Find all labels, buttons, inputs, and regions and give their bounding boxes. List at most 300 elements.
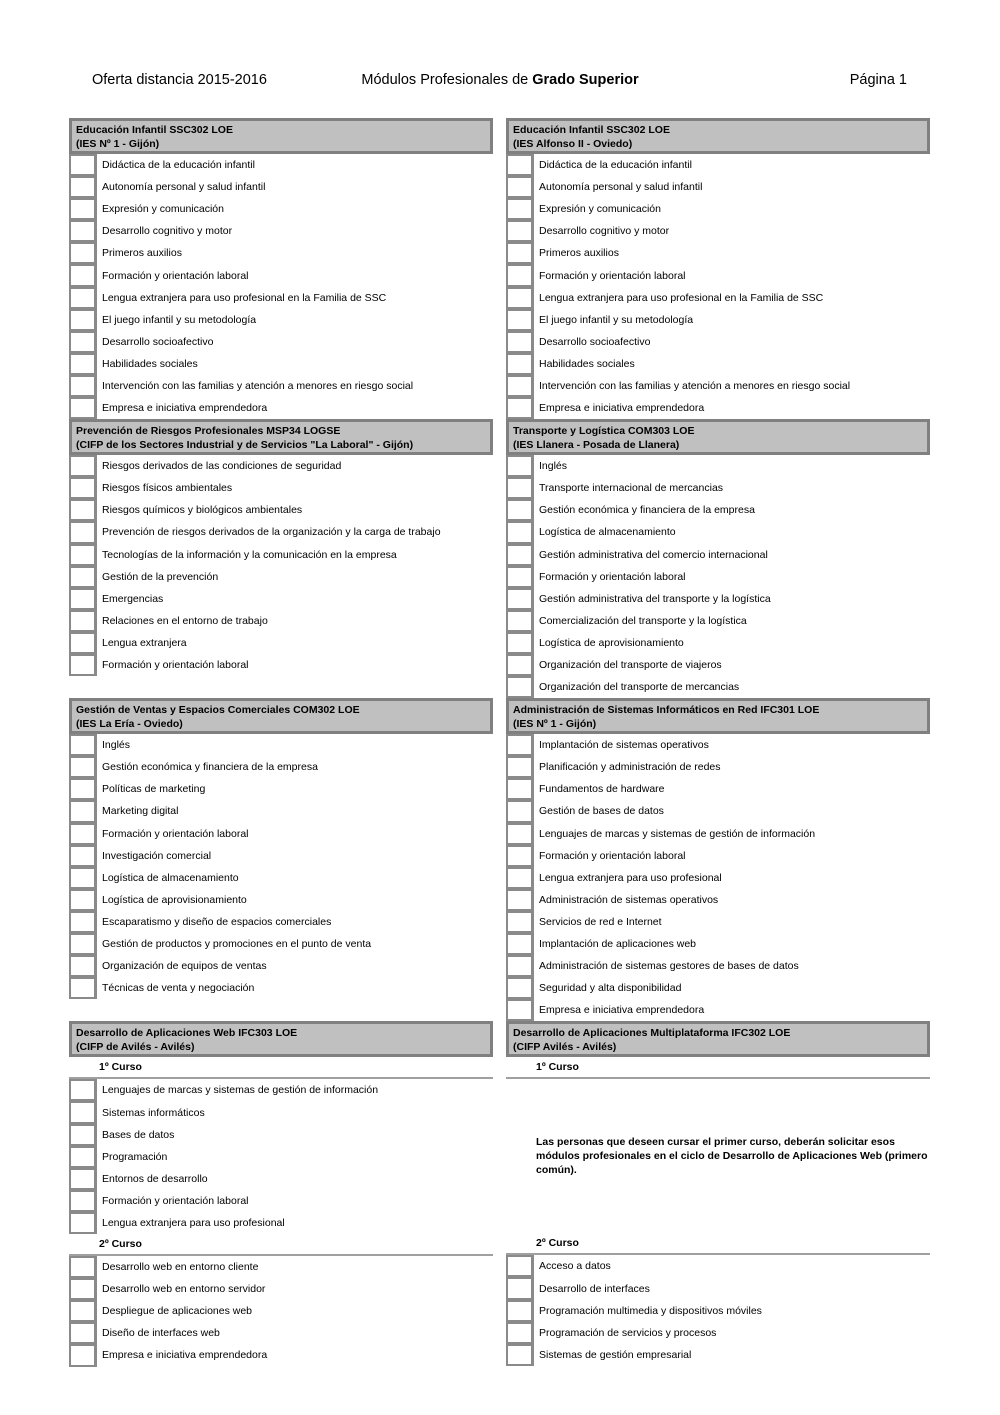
cycle-center: (CIFP Avilés - Avilés) — [513, 1041, 617, 1054]
module-row[interactable] — [69, 756, 493, 778]
module-checkbox[interactable] — [69, 477, 97, 499]
cycle-title: Prevención de Riesgos Profesionales MSP34 LOGSE — [76, 425, 341, 438]
module-label: Habilidades sociales — [102, 357, 198, 370]
module-row[interactable] — [69, 353, 493, 375]
module-row[interactable] — [69, 309, 493, 331]
module-checkbox[interactable] — [506, 331, 534, 353]
module-label: Empresa e iniciativa emprendedora — [539, 1004, 705, 1017]
module-checkbox[interactable] — [506, 1300, 534, 1322]
module-checkbox[interactable] — [506, 455, 534, 477]
module-label: Relaciones en el entorno de trabajo — [102, 614, 268, 627]
module-label: Formación y orientación laboral — [102, 1194, 249, 1207]
module-row[interactable] — [506, 477, 930, 499]
module-label: Entornos de desarrollo — [102, 1172, 208, 1185]
module-checkbox[interactable] — [506, 499, 534, 521]
module-row[interactable] — [69, 654, 493, 676]
module-label: Empresa e iniciativa emprendedora — [539, 402, 705, 415]
module-label: Escaparatismo y diseño de espacios comerciales — [102, 915, 332, 928]
section-band — [69, 1021, 930, 1366]
module-row[interactable] — [69, 1124, 493, 1146]
module-row[interactable] — [506, 176, 930, 198]
cycle-right — [506, 419, 930, 698]
module-label: Programación de servicios y procesos — [539, 1326, 717, 1339]
module-row[interactable] — [506, 397, 930, 419]
module-checkbox[interactable] — [69, 309, 97, 331]
module-row[interactable] — [69, 566, 493, 588]
module-label: Despliegue de aplicaciones web — [102, 1305, 253, 1318]
module-row[interactable] — [506, 756, 930, 778]
module-label: Inglés — [539, 460, 568, 473]
module-label: Autonomía personal y salud infantil — [102, 181, 266, 194]
module-label: Marketing digital — [102, 805, 179, 818]
module-checkbox[interactable] — [506, 264, 534, 286]
module-checkbox[interactable] — [69, 1168, 97, 1190]
cycle-center: (IES La Ería - Oviedo) — [76, 718, 183, 731]
module-label: Lengua extranjera para uso profesional en la Familia de SSC — [102, 291, 387, 304]
cycle-right — [506, 118, 930, 419]
module-checkbox[interactable] — [506, 477, 534, 499]
module-checkbox[interactable] — [69, 1212, 97, 1234]
module-form — [69, 118, 930, 1367]
module-label: Planificación y administración de redes — [539, 761, 721, 774]
module-checkbox[interactable] — [506, 845, 534, 867]
module-label: El juego infantil y su metodología — [539, 313, 694, 326]
module-checkbox[interactable] — [506, 823, 534, 845]
cycle-header — [69, 698, 493, 734]
module-label: Primeros auxilios — [102, 247, 182, 260]
module-row[interactable] — [69, 1168, 493, 1190]
cycle-right — [506, 698, 930, 1021]
module-checkbox[interactable] — [69, 1190, 97, 1212]
cycle-center: (IES Nº 1 - Gijón) — [513, 718, 597, 731]
module-label: Fundamentos de hardware — [539, 783, 665, 796]
module-row[interactable] — [69, 911, 493, 933]
module-checkbox[interactable] — [506, 800, 534, 822]
module-checkbox[interactable] — [69, 845, 97, 867]
module-row[interactable] — [506, 654, 930, 676]
module-checkbox[interactable] — [506, 588, 534, 610]
module-row[interactable] — [506, 632, 930, 654]
module-checkbox[interactable] — [69, 756, 97, 778]
module-row[interactable] — [69, 331, 493, 353]
module-label: Administración de sistemas operativos — [539, 893, 719, 906]
module-checkbox[interactable] — [69, 632, 97, 654]
module-row[interactable] — [69, 397, 493, 419]
module-checkbox[interactable] — [69, 588, 97, 610]
module-label: Investigación comercial — [102, 849, 212, 862]
module-checkbox[interactable] — [69, 1124, 97, 1146]
module-row[interactable] — [69, 1344, 493, 1366]
module-checkbox[interactable] — [69, 331, 97, 353]
cycle-center: (IES Llanera - Posada de Llanera) — [513, 439, 680, 452]
module-row[interactable] — [69, 867, 493, 889]
module-checkbox[interactable] — [69, 1101, 97, 1123]
module-checkbox[interactable] — [69, 198, 97, 220]
module-row[interactable] — [69, 1146, 493, 1168]
module-checkbox[interactable] — [69, 823, 97, 845]
module-checkbox[interactable] — [506, 632, 534, 654]
module-row[interactable] — [69, 778, 493, 800]
module-label: Programación multimedia y dispositivos móviles — [539, 1304, 762, 1317]
module-row[interactable] — [69, 264, 493, 286]
module-label: Desarrollo cognitivo y motor — [539, 225, 670, 238]
module-checkbox[interactable] — [69, 176, 97, 198]
module-checkbox[interactable] — [69, 242, 97, 264]
module-row[interactable] — [506, 287, 930, 309]
module-label: Políticas de marketing — [102, 783, 206, 796]
module-row[interactable] — [506, 309, 930, 331]
module-checkbox[interactable] — [506, 375, 534, 397]
module-checkbox[interactable] — [69, 1278, 97, 1300]
module-row[interactable] — [506, 375, 930, 397]
cycle-header — [69, 118, 493, 154]
module-row[interactable] — [69, 1101, 493, 1123]
module-checkbox[interactable] — [506, 287, 534, 309]
module-checkbox[interactable] — [506, 654, 534, 676]
module-checkbox[interactable] — [506, 309, 534, 331]
module-checkbox[interactable] — [506, 756, 534, 778]
module-row[interactable] — [506, 1322, 930, 1344]
module-label: Desarrollo de interfaces — [539, 1282, 650, 1295]
module-label: Gestión económica y financiera de la empresa — [102, 761, 318, 774]
module-row[interactable] — [69, 375, 493, 397]
module-row[interactable] — [506, 676, 930, 698]
module-row[interactable] — [506, 499, 930, 521]
module-checkbox[interactable] — [69, 375, 97, 397]
module-checkbox[interactable] — [506, 1322, 534, 1344]
module-label: Formación y orientación laboral — [539, 849, 686, 862]
cycle-left — [69, 118, 493, 419]
module-checkbox[interactable] — [506, 955, 534, 977]
module-row[interactable] — [506, 1300, 930, 1322]
module-checkbox[interactable] — [506, 397, 534, 419]
module-checkbox[interactable] — [506, 198, 534, 220]
module-row[interactable] — [506, 977, 930, 999]
module-row[interactable] — [69, 220, 493, 242]
section-band — [69, 118, 930, 419]
module-label: Lenguajes de marcas y sistemas de gestión de información — [102, 1084, 379, 1097]
cycle-left — [69, 698, 493, 1021]
module-row[interactable] — [69, 242, 493, 264]
title-bold: Grado Superior — [532, 72, 639, 88]
module-row[interactable] — [506, 610, 930, 632]
module-label: Desarrollo web en entorno servidor — [102, 1283, 266, 1296]
module-label: Gestión económica y financiera de la empresa — [539, 504, 755, 517]
module-checkbox[interactable] — [506, 1277, 534, 1299]
module-checkbox[interactable] — [69, 287, 97, 309]
cycle-center: (CIFP de Avilés - Avilés) — [76, 1041, 195, 1054]
module-label: Didáctica de la educación infantil — [539, 159, 692, 172]
module-row[interactable] — [506, 198, 930, 220]
cycle-title: Desarrollo de Aplicaciones Web IFC303 LOE — [76, 1027, 298, 1040]
offer-title: Oferta distancia 2015-2016 — [92, 72, 267, 88]
module-row[interactable] — [69, 734, 493, 756]
module-row[interactable] — [69, 1190, 493, 1212]
module-row[interactable] — [506, 1255, 930, 1277]
module-label: Comercialización del transporte y la logística — [539, 614, 747, 627]
module-checkbox[interactable] — [506, 778, 534, 800]
module-label: Gestión administrativa del comercio internacional — [539, 548, 768, 561]
module-row[interactable] — [506, 588, 930, 610]
module-label: Expresión y comunicación — [102, 203, 224, 216]
module-label: Lengua extranjera para uso profesional — [102, 1216, 285, 1229]
module-checkbox[interactable] — [69, 977, 97, 999]
module-label: Logística de almacenamiento — [539, 526, 676, 539]
module-row[interactable] — [69, 176, 493, 198]
module-label: Formación y orientación laboral — [539, 269, 686, 282]
module-checkbox[interactable] — [69, 220, 97, 242]
module-row[interactable] — [69, 1278, 493, 1300]
module-row[interactable] — [506, 999, 930, 1021]
module-row[interactable] — [506, 867, 930, 889]
cycle-title: Administración de Sistemas Informáticos en Red IFC301 LOE — [513, 704, 820, 717]
module-label: Riesgos físicos ambientales — [102, 482, 233, 495]
module-label: Organización de equipos de ventas — [102, 960, 267, 973]
module-row[interactable] — [69, 455, 493, 477]
page-number: Página 1 — [849, 72, 907, 88]
module-row[interactable] — [69, 823, 493, 845]
module-row[interactable] — [506, 264, 930, 286]
module-row[interactable] — [69, 845, 493, 867]
module-row[interactable] — [69, 544, 493, 566]
module-checkbox[interactable] — [506, 610, 534, 632]
module-checkbox[interactable] — [69, 264, 97, 286]
module-row[interactable] — [69, 889, 493, 911]
module-row[interactable] — [69, 588, 493, 610]
module-row[interactable] — [506, 455, 930, 477]
module-checkbox[interactable] — [506, 734, 534, 756]
module-checkbox[interactable] — [69, 154, 97, 176]
module-label: Lengua extranjera — [102, 636, 187, 649]
module-label: Riesgos químicos y biológicos ambientales — [102, 504, 303, 517]
module-checkbox[interactable] — [69, 734, 97, 756]
module-label: Desarrollo socioafectivo — [102, 335, 214, 348]
course-label: 1º Curso — [506, 1057, 930, 1079]
module-row[interactable] — [506, 1344, 930, 1366]
module-checkbox[interactable] — [506, 911, 534, 933]
module-label: Didáctica de la educación infantil — [102, 159, 255, 172]
module-label: Formación y orientación laboral — [539, 570, 686, 583]
module-label: Gestión administrativa del transporte y la logística — [539, 592, 771, 605]
module-checkbox[interactable] — [69, 1079, 97, 1101]
module-checkbox[interactable] — [506, 867, 534, 889]
cycle-title: Transporte y Logística COM303 LOE — [513, 425, 695, 438]
module-row[interactable] — [69, 977, 493, 999]
module-checkbox[interactable] — [69, 1256, 97, 1278]
module-label: Intervención con las familias y atención a menores en riesgo social — [539, 379, 851, 392]
module-row[interactable] — [506, 911, 930, 933]
module-row[interactable] — [506, 889, 930, 911]
module-label: Logística de aprovisionamiento — [539, 636, 684, 649]
module-row[interactable] — [69, 800, 493, 822]
module-row[interactable] — [506, 242, 930, 264]
module-checkbox[interactable] — [506, 933, 534, 955]
filler — [69, 676, 493, 698]
module-label: Tecnologías de la información y la comunicación en la empresa — [102, 548, 397, 561]
module-row[interactable] — [69, 1322, 493, 1344]
module-checkbox[interactable] — [69, 933, 97, 955]
module-label: Sistemas informáticos — [102, 1106, 205, 1119]
module-label: Sistemas de gestión empresarial — [539, 1348, 692, 1361]
module-checkbox[interactable] — [69, 610, 97, 632]
module-checkbox[interactable] — [506, 242, 534, 264]
module-checkbox[interactable] — [69, 1146, 97, 1168]
cycle-center: (CIFP de los Sectores Industrial y de Servicios "La Laboral" - Gijón) — [76, 439, 414, 452]
module-row[interactable] — [506, 1277, 930, 1299]
module-row[interactable] — [69, 499, 493, 521]
module-checkbox[interactable] — [69, 867, 97, 889]
module-row[interactable] — [506, 353, 930, 375]
module-label: Empresa e iniciativa emprendedora — [102, 1349, 268, 1362]
module-row[interactable] — [69, 287, 493, 309]
module-label: Prevención de riesgos derivados de la organización y la carga de trabajo — [102, 526, 441, 539]
module-label: Emergencias — [102, 592, 164, 605]
module-row[interactable] — [69, 154, 493, 176]
module-checkbox[interactable] — [506, 889, 534, 911]
module-label: Habilidades sociales — [539, 357, 635, 370]
module-label: Gestión de bases de datos — [539, 805, 664, 818]
module-label: Riesgos derivados de las condiciones de seguridad — [102, 460, 342, 473]
module-row[interactable] — [69, 1300, 493, 1322]
cycle-title: Desarrollo de Aplicaciones Multiplataforma IFC302 LOE — [513, 1027, 791, 1040]
module-checkbox[interactable] — [506, 1255, 534, 1277]
module-checkbox[interactable] — [69, 1322, 97, 1344]
module-checkbox[interactable] — [506, 999, 534, 1021]
module-row[interactable] — [69, 477, 493, 499]
module-checkbox[interactable] — [69, 499, 97, 521]
cycle-right — [506, 1021, 930, 1366]
module-row[interactable] — [506, 933, 930, 955]
module-row[interactable] — [69, 198, 493, 220]
module-label: Desarrollo web en entorno cliente — [102, 1261, 259, 1274]
module-label: Formación y orientación laboral — [102, 659, 249, 672]
module-label: Desarrollo socioafectivo — [539, 335, 651, 348]
module-row[interactable] — [506, 800, 930, 822]
module-row[interactable] — [506, 734, 930, 756]
module-row[interactable] — [506, 778, 930, 800]
module-row[interactable] — [506, 220, 930, 242]
module-label: Diseño de interfaces web — [102, 1327, 220, 1340]
module-label: Primeros auxilios — [539, 247, 619, 260]
module-checkbox[interactable] — [506, 220, 534, 242]
module-row[interactable] — [506, 955, 930, 977]
module-label: Transporte internacional de mercancias — [539, 482, 724, 495]
module-checkbox[interactable] — [69, 800, 97, 822]
course-label: 1º Curso — [69, 1057, 493, 1079]
cycle-header — [69, 419, 493, 455]
module-label: Servicios de red e Internet — [539, 915, 662, 928]
module-checkbox[interactable] — [506, 353, 534, 375]
module-row[interactable] — [69, 1212, 493, 1234]
module-row[interactable] — [506, 823, 930, 845]
module-label: Formación y orientación laboral — [102, 269, 249, 282]
module-row[interactable] — [69, 933, 493, 955]
module-checkbox[interactable] — [69, 911, 97, 933]
filler — [69, 999, 493, 1021]
module-label: Lenguajes de marcas y sistemas de gestión de información — [539, 827, 816, 840]
cycle-left — [69, 1021, 493, 1366]
module-label: Logística de aprovisionamiento — [102, 893, 247, 906]
module-label: Administración de sistemas gestores de bases de datos — [539, 960, 799, 973]
module-checkbox[interactable] — [506, 176, 534, 198]
module-label: Seguridad y alta disponibilidad — [539, 982, 682, 995]
module-checkbox[interactable] — [506, 544, 534, 566]
module-row[interactable] — [506, 154, 930, 176]
module-label: Gestión de la prevención — [102, 570, 219, 583]
module-row[interactable] — [506, 521, 930, 543]
module-checkbox[interactable] — [69, 955, 97, 977]
module-label: Gestión de productos y promociones en el punto de venta — [102, 938, 372, 951]
module-row[interactable] — [69, 610, 493, 632]
module-checkbox[interactable] — [69, 1344, 97, 1366]
module-checkbox[interactable] — [506, 676, 534, 698]
module-row[interactable] — [506, 845, 930, 867]
module-label: Organización del transporte de mercancias — [539, 681, 740, 694]
cycle-center: (IES Nº 1 - Gijón) — [76, 138, 160, 150]
module-checkbox[interactable] — [506, 566, 534, 588]
cycle-header — [69, 1021, 493, 1057]
cycle-header — [506, 1021, 930, 1057]
module-label: Lengua extranjera para uso profesional — [539, 871, 722, 884]
module-label: Bases de datos — [102, 1128, 175, 1141]
module-checkbox[interactable] — [69, 889, 97, 911]
cycle-header — [506, 118, 930, 154]
cycle-header — [506, 698, 930, 734]
module-checkbox[interactable] — [69, 566, 97, 588]
module-label: El juego infantil y su metodología — [102, 313, 257, 326]
module-row[interactable] — [506, 566, 930, 588]
module-checkbox[interactable] — [506, 154, 534, 176]
title-prefix: Módulos Profesionales de — [361, 72, 533, 88]
module-checkbox[interactable] — [69, 521, 97, 543]
module-label: Desarrollo cognitivo y motor — [102, 225, 233, 238]
cycle-title: Gestión de Ventas y Espacios Comerciales COM302 LOE — [76, 704, 360, 717]
module-label: Empresa e iniciativa emprendedora — [102, 402, 268, 415]
module-row[interactable] — [69, 1256, 493, 1278]
module-row[interactable] — [69, 1079, 493, 1101]
module-row[interactable] — [69, 632, 493, 654]
cycle-header — [506, 419, 930, 455]
module-checkbox[interactable] — [69, 778, 97, 800]
module-row[interactable] — [69, 955, 493, 977]
module-label: Implantación de sistemas operativos — [539, 739, 709, 752]
module-label: Autonomía personal y salud infantil — [539, 181, 703, 194]
module-label: Expresión y comunicación — [539, 203, 661, 216]
cycle-left — [69, 419, 493, 698]
module-checkbox[interactable] — [69, 455, 97, 477]
module-row[interactable] — [506, 331, 930, 353]
module-checkbox[interactable] — [506, 521, 534, 543]
course-label: 2º Curso — [69, 1234, 493, 1256]
section-band — [69, 698, 930, 1021]
module-row[interactable] — [69, 521, 493, 543]
module-checkbox[interactable] — [69, 544, 97, 566]
module-label: Organización del transporte de viajeros — [539, 659, 722, 672]
module-row[interactable] — [506, 544, 930, 566]
cycle-center: (IES Alfonso II - Oviedo) — [513, 138, 633, 150]
module-label: Formación y orientación laboral — [102, 827, 249, 840]
module-checkbox[interactable] — [506, 1344, 534, 1366]
module-checkbox[interactable] — [69, 353, 97, 375]
module-label: Acceso a datos — [539, 1260, 611, 1273]
module-checkbox[interactable] — [506, 977, 534, 999]
module-label: Logística de almacenamiento — [102, 871, 239, 884]
module-label: Programación — [102, 1150, 168, 1163]
module-checkbox[interactable] — [69, 1300, 97, 1322]
module-label: Intervención con las familias y atención a menores en riesgo social — [102, 379, 414, 392]
module-checkbox[interactable] — [69, 397, 97, 419]
module-checkbox[interactable] — [69, 654, 97, 676]
